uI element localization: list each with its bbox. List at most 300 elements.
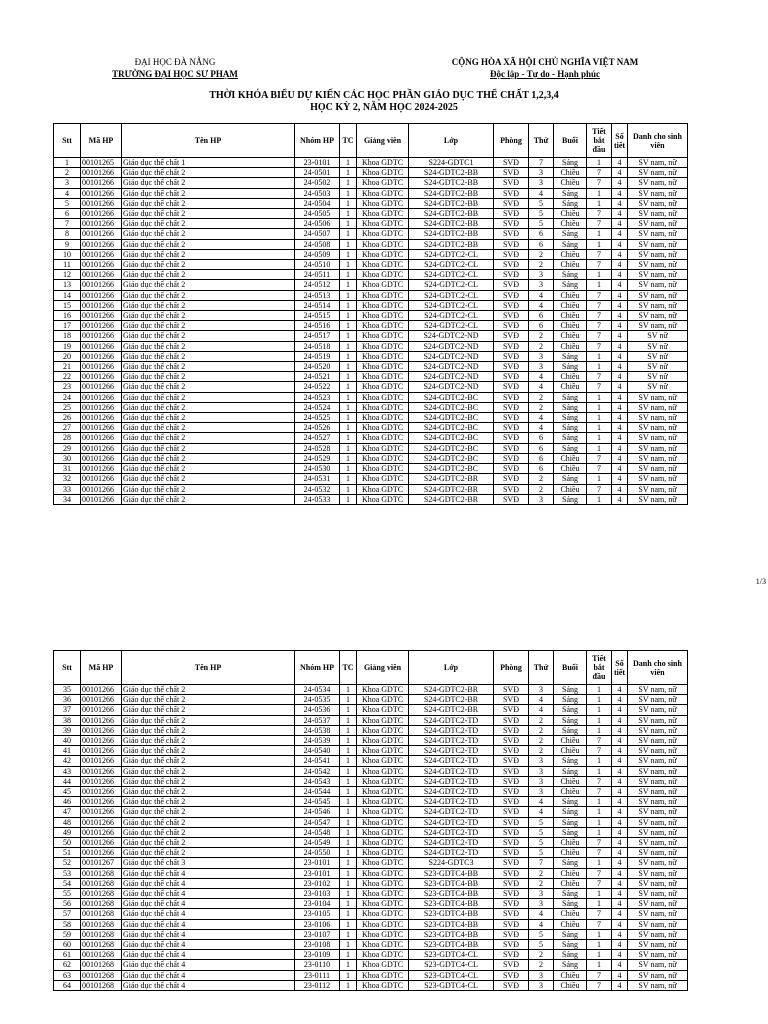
cell-nhom-hp: 23-0109 [295, 950, 340, 960]
cell-thu: 6 [529, 464, 554, 474]
column-header-so-tiet: Số tiết [612, 651, 628, 685]
cell-so-tiet: 4 [612, 198, 628, 208]
cell-tc: 1 [340, 715, 357, 725]
cell-tiet-bat-dau: 7 [587, 300, 612, 310]
cell-tiet-bat-dau: 7 [587, 453, 612, 463]
cell-tc: 1 [340, 878, 357, 888]
cell-tc: 1 [340, 362, 357, 372]
cell-thu: 2 [529, 878, 554, 888]
cell-danh-cho: SV nam, nữ [628, 776, 688, 786]
column-header-thu: Thứ [529, 651, 554, 685]
cell-danh-cho: SV nam, nữ [628, 392, 688, 402]
cell-danh-cho: SV nam, nữ [628, 858, 688, 868]
cell-tiet-bat-dau: 1 [587, 715, 612, 725]
cell-danh-cho: SV nam, nữ [628, 311, 688, 321]
cell-ten-hp: Giáo dục thể chất 2 [122, 311, 295, 321]
cell-stt: 54 [54, 878, 81, 888]
cell-giang-vien: Khoa GDTC [357, 685, 409, 695]
cell-lop: S24-GDTC2-BR [409, 695, 494, 705]
cell-ma-hp: 00101266 [81, 776, 122, 786]
cell-lop: S24-GDTC2-CL [409, 270, 494, 280]
cell-so-tiet: 4 [612, 909, 628, 919]
cell-lop: S24-GDTC2-CL [409, 321, 494, 331]
cell-giang-vien: Khoa GDTC [357, 827, 409, 837]
cell-ten-hp: Giáo dục thể chất 2 [122, 321, 295, 331]
cell-thu: 4 [529, 372, 554, 382]
table-row [54, 433, 688, 443]
cell-ma-hp: 00101266 [81, 362, 122, 372]
cell-phong: SVĐ [494, 685, 529, 695]
document-subtitle: HỌC KỲ 2, NĂM HỌC 2024-2025 [310, 102, 458, 113]
column-header-nhom-hp: Nhóm HP [295, 651, 340, 685]
cell-tiet-bat-dau: 7 [587, 776, 612, 786]
table-row [54, 362, 688, 372]
cell-stt: 8 [54, 229, 81, 239]
cell-lop: S24-GDTC2-BC [409, 464, 494, 474]
cell-tiet-bat-dau: 1 [587, 402, 612, 412]
cell-phong: SVĐ [494, 970, 529, 980]
cell-ma-hp: 00101266 [81, 807, 122, 817]
cell-tc: 1 [340, 899, 357, 909]
table-row [54, 300, 688, 310]
cell-nhom-hp: 23-0112 [295, 980, 340, 990]
cell-thu: 5 [529, 838, 554, 848]
cell-danh-cho: SV nam, nữ [628, 929, 688, 939]
cell-thu: 2 [529, 736, 554, 746]
column-header-stt: Stt [54, 124, 81, 158]
cell-tc: 1 [340, 219, 357, 229]
cell-ten-hp: Giáo dục thể chất 2 [122, 484, 295, 494]
cell-giang-vien: Khoa GDTC [357, 229, 409, 239]
column-header-ten-hp: Tên HP [122, 124, 295, 158]
cell-ma-hp: 00101268 [81, 878, 122, 888]
cell-tiet-bat-dau: 1 [587, 280, 612, 290]
cell-giang-vien: Khoa GDTC [357, 331, 409, 341]
cell-ma-hp: 00101266 [81, 494, 122, 504]
cell-danh-cho: SV nam, nữ [628, 423, 688, 433]
cell-danh-cho: SV nam, nữ [628, 484, 688, 494]
cell-nhom-hp: 23-0104 [295, 899, 340, 909]
cell-danh-cho: SV nam, nữ [628, 464, 688, 474]
cell-buoi: Sáng [554, 950, 587, 960]
cell-phong: SVĐ [494, 453, 529, 463]
cell-giang-vien: Khoa GDTC [357, 878, 409, 888]
cell-tc: 1 [340, 685, 357, 695]
cell-tiet-bat-dau: 7 [587, 746, 612, 756]
cell-phong: SVĐ [494, 433, 529, 443]
cell-thu: 4 [529, 705, 554, 715]
cell-giang-vien: Khoa GDTC [357, 219, 409, 229]
cell-giang-vien: Khoa GDTC [357, 300, 409, 310]
cell-buoi: Chiều [554, 209, 587, 219]
cell-danh-cho: SV nam, nữ [628, 980, 688, 990]
cell-lop: S24-GDTC2-BR [409, 474, 494, 484]
cell-tc: 1 [340, 351, 357, 361]
cell-ten-hp: Giáo dục thể chất 2 [122, 423, 295, 433]
cell-phong: SVĐ [494, 382, 529, 392]
cell-nhom-hp: 24-0510 [295, 260, 340, 270]
table-row [54, 158, 688, 168]
cell-buoi: Sáng [554, 899, 587, 909]
cell-phong: SVĐ [494, 705, 529, 715]
cell-thu: 2 [529, 474, 554, 484]
cell-stt: 33 [54, 484, 81, 494]
cell-giang-vien: Khoa GDTC [357, 494, 409, 504]
cell-nhom-hp: 24-0534 [295, 685, 340, 695]
cell-stt: 38 [54, 715, 81, 725]
cell-ten-hp: Giáo dục thể chất 3 [122, 858, 295, 868]
cell-so-tiet: 4 [612, 290, 628, 300]
cell-giang-vien: Khoa GDTC [357, 474, 409, 484]
cell-phong: SVĐ [494, 372, 529, 382]
cell-stt: 4 [54, 188, 81, 198]
cell-phong: SVĐ [494, 797, 529, 807]
table-row [54, 685, 688, 695]
cell-danh-cho: SV nam, nữ [628, 209, 688, 219]
cell-stt: 12 [54, 270, 81, 280]
cell-danh-cho: SV nam, nữ [628, 402, 688, 412]
cell-ten-hp: Giáo dục thể chất 2 [122, 433, 295, 443]
cell-lop: S24-GDTC2-TD [409, 766, 494, 776]
cell-so-tiet: 4 [612, 382, 628, 392]
cell-lop: S23-GDTC4-CL [409, 960, 494, 970]
cell-danh-cho: SV nữ [628, 341, 688, 351]
column-header-tc: TC [340, 124, 357, 158]
cell-so-tiet: 4 [612, 736, 628, 746]
cell-lop: S24-GDTC2-ND [409, 382, 494, 392]
cell-phong: SVĐ [494, 178, 529, 188]
cell-tiet-bat-dau: 1 [587, 940, 612, 950]
cell-thu: 2 [529, 331, 554, 341]
cell-so-tiet: 4 [612, 402, 628, 412]
cell-nhom-hp: 24-0503 [295, 188, 340, 198]
cell-giang-vien: Khoa GDTC [357, 919, 409, 929]
cell-stt: 49 [54, 827, 81, 837]
cell-tiet-bat-dau: 1 [587, 725, 612, 735]
cell-phong: SVĐ [494, 868, 529, 878]
cell-so-tiet: 4 [612, 321, 628, 331]
cell-lop: S24-GDTC2-BR [409, 494, 494, 504]
cell-nhom-hp: 24-0508 [295, 239, 340, 249]
cell-tc: 1 [340, 746, 357, 756]
cell-ten-hp: Giáo dục thể chất 2 [122, 685, 295, 695]
cell-ma-hp: 00101266 [81, 817, 122, 827]
cell-phong: SVĐ [494, 776, 529, 786]
cell-lop: S24-GDTC2-ND [409, 341, 494, 351]
cell-buoi: Sáng [554, 695, 587, 705]
cell-lop: S24-GDTC2-ND [409, 351, 494, 361]
cell-buoi: Sáng [554, 797, 587, 807]
cell-tiet-bat-dau: 1 [587, 198, 612, 208]
cell-danh-cho: SV nam, nữ [628, 280, 688, 290]
cell-tiet-bat-dau: 1 [587, 433, 612, 443]
cell-tc: 1 [340, 725, 357, 735]
cell-lop: S24-GDTC2-ND [409, 372, 494, 382]
cell-ma-hp: 00101266 [81, 270, 122, 280]
table-row [54, 746, 688, 756]
cell-nhom-hp: 24-0501 [295, 168, 340, 178]
cell-stt: 29 [54, 443, 81, 453]
cell-stt: 17 [54, 321, 81, 331]
cell-so-tiet: 4 [612, 725, 628, 735]
cell-tc: 1 [340, 868, 357, 878]
cell-stt: 28 [54, 433, 81, 443]
cell-tc: 1 [340, 827, 357, 837]
cell-ma-hp: 00101266 [81, 736, 122, 746]
cell-danh-cho: SV nam, nữ [628, 168, 688, 178]
cell-stt: 32 [54, 474, 81, 484]
cell-lop: S24-GDTC2-BB [409, 178, 494, 188]
cell-tiet-bat-dau: 7 [587, 919, 612, 929]
column-header-tiet-bat-dau: Tiết bắt đầu [587, 124, 612, 158]
cell-stt: 46 [54, 797, 81, 807]
cell-so-tiet: 4 [612, 351, 628, 361]
cell-giang-vien: Khoa GDTC [357, 341, 409, 351]
cell-ten-hp: Giáo dục thể chất 4 [122, 889, 295, 899]
cell-tiet-bat-dau: 1 [587, 270, 612, 280]
cell-tiet-bat-dau: 7 [587, 321, 612, 331]
cell-giang-vien: Khoa GDTC [357, 797, 409, 807]
cell-thu: 5 [529, 827, 554, 837]
cell-phong: SVĐ [494, 270, 529, 280]
cell-nhom-hp: 24-0514 [295, 300, 340, 310]
cell-stt: 13 [54, 280, 81, 290]
cell-lop: S24-GDTC2-TD [409, 838, 494, 848]
cell-giang-vien: Khoa GDTC [357, 239, 409, 249]
cell-tc: 1 [340, 321, 357, 331]
table-row [54, 494, 688, 504]
cell-tc: 1 [340, 464, 357, 474]
column-header-lop: Lớp [409, 651, 494, 685]
table-row [54, 736, 688, 746]
cell-danh-cho: SV nam, nữ [628, 970, 688, 980]
cell-ten-hp: Giáo dục thể chất 2 [122, 260, 295, 270]
cell-phong: SVĐ [494, 362, 529, 372]
cell-lop: S24-GDTC2-CL [409, 311, 494, 321]
cell-lop: S23-GDTC4-BB [409, 919, 494, 929]
table-row [54, 443, 688, 453]
column-header-giang-vien: Giảng viên [357, 124, 409, 158]
cell-giang-vien: Khoa GDTC [357, 776, 409, 786]
cell-giang-vien: Khoa GDTC [357, 970, 409, 980]
cell-lop: S24-GDTC2-CL [409, 249, 494, 259]
cell-nhom-hp: 23-0108 [295, 940, 340, 950]
cell-nhom-hp: 24-0505 [295, 209, 340, 219]
cell-lop: S24-GDTC2-ND [409, 331, 494, 341]
cell-buoi: Chiều [554, 980, 587, 990]
table-row [54, 838, 688, 848]
cell-danh-cho: SV nam, nữ [628, 756, 688, 766]
cell-stt: 43 [54, 766, 81, 776]
cell-giang-vien: Khoa GDTC [357, 209, 409, 219]
cell-danh-cho: SV nam, nữ [628, 960, 688, 970]
table-row [54, 260, 688, 270]
cell-nhom-hp: 24-0515 [295, 311, 340, 321]
cell-phong: SVĐ [494, 311, 529, 321]
document-title: THỜI KHÓA BIỂU DỰ KIẾN CÁC HỌC PHẦN GIÁO DỤC THỂ CHẤT 1,2,3,4 [209, 90, 559, 101]
cell-danh-cho: SV nam, nữ [628, 695, 688, 705]
cell-nhom-hp: 23-0103 [295, 889, 340, 899]
cell-tiet-bat-dau: 7 [587, 878, 612, 888]
cell-danh-cho: SV nam, nữ [628, 919, 688, 929]
cell-tc: 1 [340, 453, 357, 463]
column-header-tc: TC [340, 651, 357, 685]
cell-phong: SVĐ [494, 290, 529, 300]
cell-ma-hp: 00101266 [81, 382, 122, 392]
cell-buoi: Chiều [554, 970, 587, 980]
cell-so-tiet: 4 [612, 188, 628, 198]
cell-nhom-hp: 24-0502 [295, 178, 340, 188]
cell-ten-hp: Giáo dục thể chất 2 [122, 705, 295, 715]
cell-ma-hp: 00101266 [81, 685, 122, 695]
cell-buoi: Sáng [554, 474, 587, 484]
cell-thu: 3 [529, 889, 554, 899]
cell-stt: 41 [54, 746, 81, 756]
cell-stt: 52 [54, 858, 81, 868]
cell-stt: 64 [54, 980, 81, 990]
cell-so-tiet: 4 [612, 899, 628, 909]
table-row [54, 474, 688, 484]
cell-phong: SVĐ [494, 909, 529, 919]
table-row [54, 766, 688, 776]
cell-stt: 56 [54, 899, 81, 909]
cell-tc: 1 [340, 929, 357, 939]
cell-buoi: Chiều [554, 787, 587, 797]
table-row [54, 980, 688, 990]
cell-danh-cho: SV nam, nữ [628, 715, 688, 725]
cell-tiet-bat-dau: 1 [587, 889, 612, 899]
cell-ma-hp: 00101266 [81, 300, 122, 310]
cell-stt: 61 [54, 950, 81, 960]
table-row [54, 827, 688, 837]
cell-ma-hp: 00101268 [81, 909, 122, 919]
cell-giang-vien: Khoa GDTC [357, 940, 409, 950]
cell-buoi: Chiều [554, 260, 587, 270]
cell-tiet-bat-dau: 7 [587, 787, 612, 797]
cell-ma-hp: 00101268 [81, 919, 122, 929]
cell-lop: S24-GDTC2-BB [409, 219, 494, 229]
cell-ten-hp: Giáo dục thể chất 2 [122, 736, 295, 746]
cell-danh-cho: SV nam, nữ [628, 453, 688, 463]
cell-buoi: Chiều [554, 746, 587, 756]
cell-thu: 2 [529, 746, 554, 756]
cell-buoi: Sáng [554, 392, 587, 402]
cell-thu: 4 [529, 188, 554, 198]
cell-stt: 23 [54, 382, 81, 392]
cell-thu: 7 [529, 158, 554, 168]
cell-lop: S23-GDTC4-BB [409, 940, 494, 950]
cell-thu: 6 [529, 311, 554, 321]
cell-phong: SVĐ [494, 413, 529, 423]
cell-thu: 2 [529, 868, 554, 878]
cell-tiet-bat-dau: 1 [587, 695, 612, 705]
cell-lop: S23-GDTC4-BB [409, 868, 494, 878]
cell-tiet-bat-dau: 7 [587, 736, 612, 746]
cell-phong: SVĐ [494, 219, 529, 229]
cell-buoi: Chiều [554, 848, 587, 858]
cell-tc: 1 [340, 260, 357, 270]
cell-so-tiet: 4 [612, 249, 628, 259]
cell-phong: SVĐ [494, 848, 529, 858]
cell-buoi: Sáng [554, 362, 587, 372]
cell-stt: 35 [54, 685, 81, 695]
cell-tiet-bat-dau: 1 [587, 685, 612, 695]
cell-tc: 1 [340, 372, 357, 382]
cell-nhom-hp: 24-0545 [295, 797, 340, 807]
table-row [54, 929, 688, 939]
cell-danh-cho: SV nam, nữ [628, 889, 688, 899]
cell-ten-hp: Giáo dục thể chất 4 [122, 950, 295, 960]
cell-buoi: Chiều [554, 311, 587, 321]
cell-phong: SVĐ [494, 756, 529, 766]
cell-phong: SVĐ [494, 494, 529, 504]
cell-tiet-bat-dau: 1 [587, 929, 612, 939]
cell-nhom-hp: 24-0548 [295, 827, 340, 837]
cell-thu: 4 [529, 807, 554, 817]
cell-ma-hp: 00101268 [81, 950, 122, 960]
cell-tiet-bat-dau: 1 [587, 960, 612, 970]
cell-so-tiet: 4 [612, 705, 628, 715]
cell-giang-vien: Khoa GDTC [357, 290, 409, 300]
cell-giang-vien: Khoa GDTC [357, 980, 409, 990]
cell-lop: S24-GDTC2-CL [409, 280, 494, 290]
cell-tiet-bat-dau: 7 [587, 980, 612, 990]
column-header-tiet-bat-dau: Tiết bắt đầu [587, 651, 612, 685]
cell-so-tiet: 4 [612, 229, 628, 239]
cell-tc: 1 [340, 178, 357, 188]
cell-ma-hp: 00101266 [81, 756, 122, 766]
cell-tiet-bat-dau: 1 [587, 158, 612, 168]
cell-stt: 58 [54, 919, 81, 929]
cell-danh-cho: SV nam, nữ [628, 290, 688, 300]
schedule-table-page2 [53, 650, 688, 991]
table-row [54, 807, 688, 817]
cell-buoi: Chiều [554, 321, 587, 331]
cell-stt: 63 [54, 970, 81, 980]
cell-giang-vien: Khoa GDTC [357, 351, 409, 361]
cell-danh-cho: SV nam, nữ [628, 474, 688, 484]
cell-stt: 5 [54, 198, 81, 208]
cell-tiet-bat-dau: 7 [587, 909, 612, 919]
table-row [54, 464, 688, 474]
cell-buoi: Sáng [554, 766, 587, 776]
cell-so-tiet: 4 [612, 827, 628, 837]
cell-so-tiet: 4 [612, 715, 628, 725]
table-row [54, 484, 688, 494]
cell-tc: 1 [340, 705, 357, 715]
cell-buoi: Sáng [554, 494, 587, 504]
cell-nhom-hp: 24-0539 [295, 736, 340, 746]
cell-ten-hp: Giáo dục thể chất 2 [122, 249, 295, 259]
cell-giang-vien: Khoa GDTC [357, 168, 409, 178]
cell-ten-hp: Giáo dục thể chất 2 [122, 746, 295, 756]
cell-tiet-bat-dau: 7 [587, 168, 612, 178]
column-header-buoi: Buổi [554, 124, 587, 158]
cell-tc: 1 [340, 280, 357, 290]
cell-tc: 1 [340, 413, 357, 423]
cell-lop: S24-GDTC2-BC [409, 433, 494, 443]
cell-giang-vien: Khoa GDTC [357, 382, 409, 392]
cell-giang-vien: Khoa GDTC [357, 453, 409, 463]
cell-thu: 2 [529, 249, 554, 259]
cell-ma-hp: 00101268 [81, 940, 122, 950]
cell-thu: 3 [529, 270, 554, 280]
cell-nhom-hp: 23-0101 [295, 868, 340, 878]
cell-ma-hp: 00101266 [81, 260, 122, 270]
cell-thu: 5 [529, 817, 554, 827]
table-row [54, 889, 688, 899]
cell-tc: 1 [340, 239, 357, 249]
